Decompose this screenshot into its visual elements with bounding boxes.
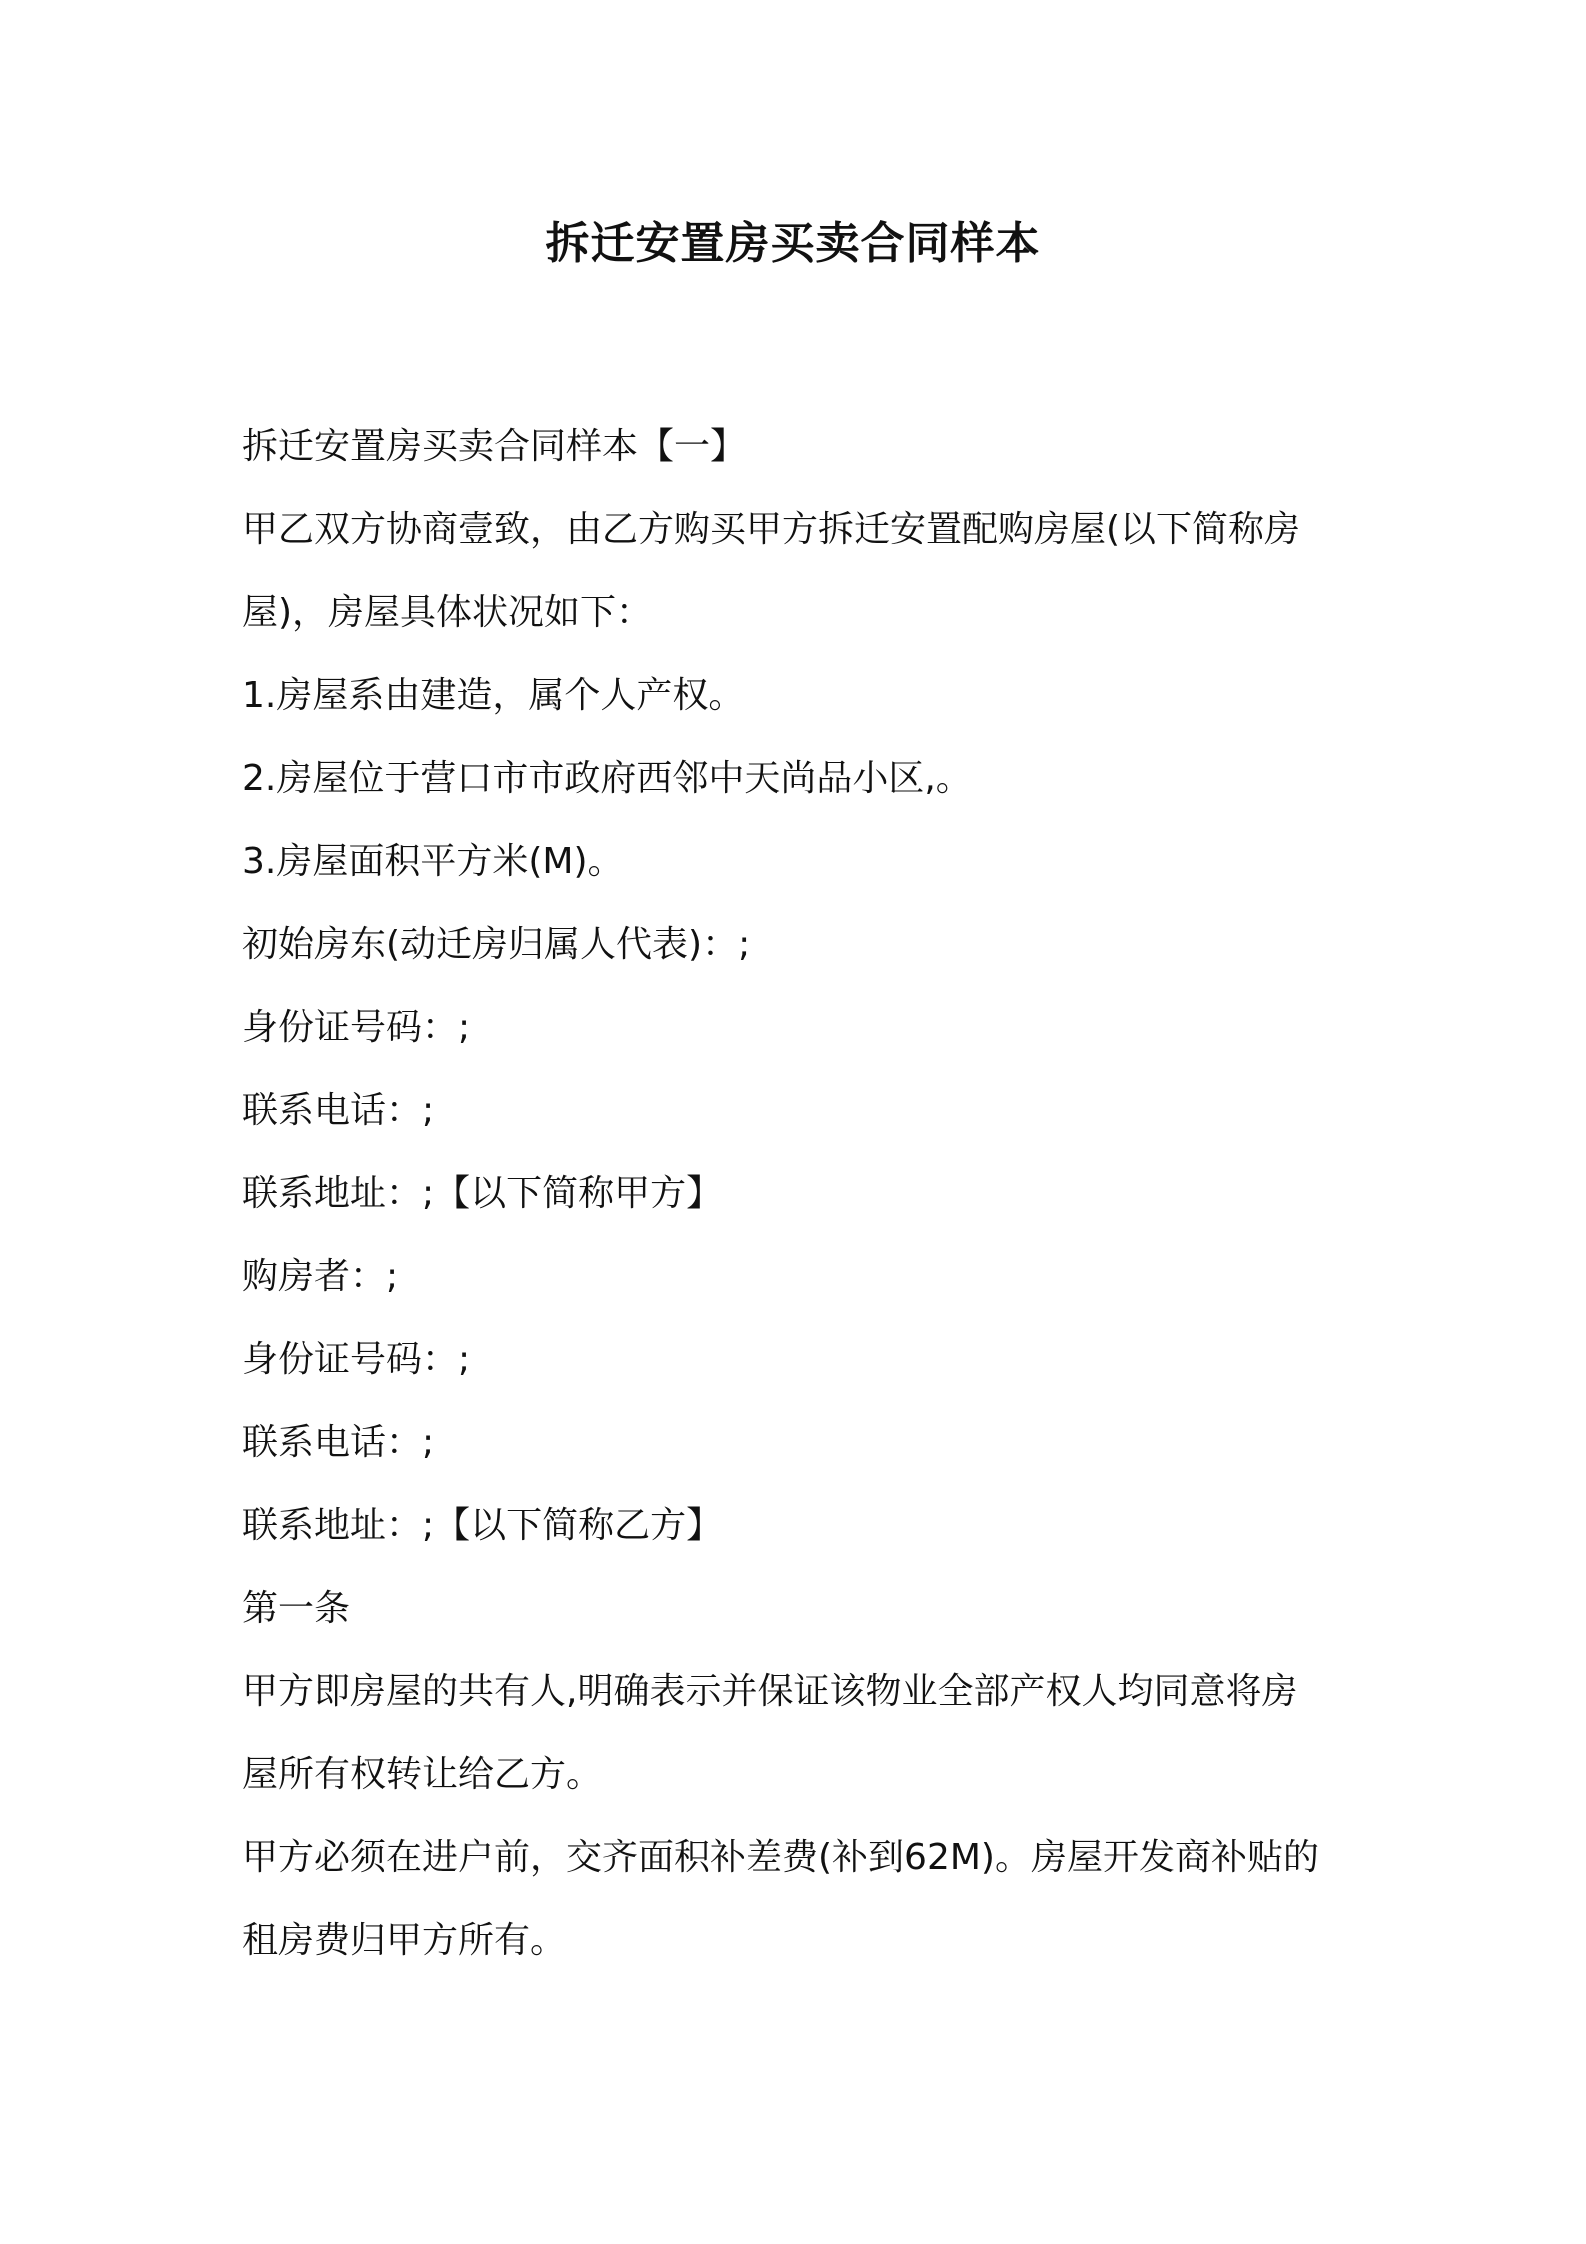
list-item: 1.房屋系由建造，属个人产权。	[242, 675, 745, 716]
paragraph-line: 甲乙双方协商壹致，由乙方购买甲方拆迁安置配购房屋(以下简称房	[242, 509, 1301, 550]
form-field-line: 联系地址：;【以下简称甲方】	[242, 1173, 723, 1214]
form-field-line: 初始房东(动迁房归属人代表)：;	[242, 924, 751, 965]
article-heading: 第一条	[242, 1588, 351, 1629]
form-field-line: 身份证号码：;	[242, 1007, 471, 1048]
document-title: 拆迁安置房买卖合同样本	[545, 218, 1041, 269]
form-field-line: 联系电话：;	[242, 1090, 435, 1131]
paragraph-line: 甲方必须在进户前，交齐面积补差费(补到62M)。房屋开发商补贴的	[242, 1837, 1319, 1878]
document-body	[242, 405, 1352, 1982]
form-field-line: 联系电话：;	[242, 1422, 435, 1463]
section-heading: 拆迁安置房买卖合同样本【一】	[242, 426, 747, 467]
form-field-line: 联系地址：;【以下简称乙方】	[242, 1505, 723, 1546]
form-field-line: 身份证号码：;	[242, 1339, 471, 1380]
form-field-line: 购房者：;	[242, 1256, 399, 1297]
paragraph-line: 租房费归甲方所有。	[242, 1920, 567, 1961]
list-item: 3.房屋面积平方米(M)。	[242, 841, 624, 882]
paragraph-line: 屋)，房屋具体状况如下：	[242, 592, 653, 633]
list-item: 2.房屋位于营口市市政府西邻中天尚品小区,。	[242, 758, 972, 799]
paragraph-line: 甲方即房屋的共有人,明确表示并保证该物业全部产权人均同意将房	[242, 1671, 1298, 1712]
paragraph-line: 屋所有权转让给乙方。	[242, 1754, 603, 1795]
